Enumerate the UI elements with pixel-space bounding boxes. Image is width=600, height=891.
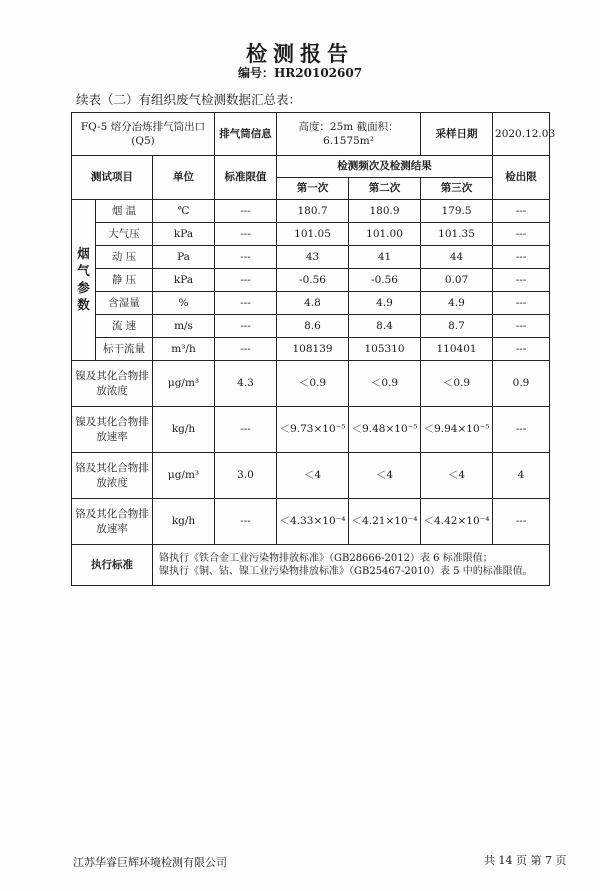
param-third: 179.5	[421, 200, 493, 223]
pollutant-name: 铬及其化合物排放速率	[72, 499, 153, 545]
param-name: 大气压	[96, 223, 153, 246]
col-header-first: 第一次	[277, 178, 349, 200]
report-number-label: 编号：	[237, 66, 274, 80]
stack-info-label: 排气筒信息	[215, 113, 277, 156]
param-unit: kPa	[153, 223, 215, 246]
pollutant-first: ＜9.73×10⁻⁵	[277, 407, 349, 453]
param-detection-limit: ---	[493, 200, 550, 223]
table-row	[72, 246, 550, 269]
col-header-results: 检测频次及检测结果	[277, 156, 493, 178]
pollutant-unit: μg/m³	[153, 361, 215, 407]
stack-info: 高度：25m 截面积：6.1575m²	[277, 113, 421, 156]
table-row	[72, 499, 550, 545]
pollutant-unit: kg/h	[153, 499, 215, 545]
param-third: 101.35	[421, 223, 493, 246]
param-detection-limit: ---	[493, 338, 550, 361]
pollutant-third: ＜9.94×10⁻⁵	[421, 407, 493, 453]
param-third: 4.9	[421, 292, 493, 315]
param-limit: ---	[215, 338, 277, 361]
param-second: 101.00	[349, 223, 421, 246]
report-number-value: HR20102607	[273, 66, 363, 80]
param-name: 烟 温	[96, 200, 153, 223]
report-title: 检测报告	[246, 41, 354, 66]
table-row	[72, 223, 550, 246]
param-limit: ---	[215, 292, 277, 315]
param-first: -0.56	[277, 269, 349, 292]
param-second: 4.9	[349, 292, 421, 315]
table-row	[72, 545, 550, 586]
param-limit: ---	[215, 200, 277, 223]
pollutant-second: ＜0.9	[349, 361, 421, 407]
flue-group-label	[72, 200, 96, 361]
pollutant-limit: 4.3	[215, 361, 277, 407]
param-first: 180.7	[277, 200, 349, 223]
flue-group-label-text: 烟气参数	[77, 246, 90, 312]
pollutant-first: ＜0.9	[277, 361, 349, 407]
pollutant-third: ＜0.9	[421, 361, 493, 407]
param-third: 44	[421, 246, 493, 269]
table-row	[72, 315, 550, 338]
col-header-unit: 单位	[153, 156, 215, 200]
pollutant-third: ＜4	[421, 453, 493, 499]
pollutant-detection-limit: ---	[493, 407, 550, 453]
pollutant-unit: kg/h	[153, 407, 215, 453]
table-row	[72, 338, 550, 361]
param-detection-limit: ---	[493, 223, 550, 246]
param-first: 8.6	[277, 315, 349, 338]
param-unit: %	[153, 292, 215, 315]
pollutant-name: 镍及其化合物排放速率	[72, 407, 153, 453]
param-second: 8.4	[349, 315, 421, 338]
param-third: 8.7	[421, 315, 493, 338]
param-second: -0.56	[349, 269, 421, 292]
param-name: 动 压	[96, 246, 153, 269]
standard-text	[153, 545, 550, 586]
param-unit: kPa	[153, 269, 215, 292]
pollutant-detection-limit: 0.9	[493, 361, 550, 407]
param-second: 41	[349, 246, 421, 269]
col-header-detection-limit: 检出限	[493, 156, 550, 200]
param-limit: ---	[215, 246, 277, 269]
col-header-item: 测试项目	[72, 156, 153, 200]
param-first: 108139	[277, 338, 349, 361]
param-unit: ℃	[153, 200, 215, 223]
sampling-date-label: 采样日期	[421, 113, 493, 156]
standard-line-nickel: 镍执行《铜、钴、镍工业污染物排放标准》（GB25467-2010）表 5 中的标准限值。	[159, 566, 533, 577]
param-first: 43	[277, 246, 349, 269]
table-subtitle: 续表（二）有组织废气检测数据汇总表：	[76, 92, 302, 107]
pollutant-third: ＜4.42×10⁻⁴	[421, 499, 493, 545]
param-name: 流 速	[96, 315, 153, 338]
param-third: 110401	[421, 338, 493, 361]
company-name: 江苏华睿巨辉环境检测有限公司	[73, 856, 227, 869]
standard-label: 执行标准	[72, 545, 153, 586]
report-number	[0, 64, 600, 81]
pollutant-unit: μg/m³	[153, 453, 215, 499]
emission-data-table	[71, 112, 556, 586]
param-name: 含湿量	[96, 292, 153, 315]
param-limit: ---	[215, 315, 277, 338]
pollutant-first: ＜4	[277, 453, 349, 499]
pollutant-detection-limit: 4	[493, 453, 550, 499]
pollutant-second: ＜4.21×10⁻⁴	[349, 499, 421, 545]
outlet-name: FQ-5 熔分冶炼排气筒出口(Q5)	[72, 113, 215, 156]
sampling-date: 2020.12.03	[493, 113, 550, 156]
param-detection-limit: ---	[493, 292, 550, 315]
pollutant-limit: ---	[215, 499, 277, 545]
param-first: 4.8	[277, 292, 349, 315]
table-row	[72, 361, 550, 407]
param-unit: m/s	[153, 315, 215, 338]
param-unit: Pa	[153, 246, 215, 269]
pollutant-second: ＜9.48×10⁻⁵	[349, 407, 421, 453]
pollutant-name: 镍及其化合物排放浓度	[72, 361, 153, 407]
param-name: 静 压	[96, 269, 153, 292]
col-header-second: 第二次	[349, 178, 421, 200]
col-header-third: 第三次	[421, 178, 493, 200]
table-row	[72, 292, 550, 315]
pollutant-name: 铬及其化合物排放浓度	[72, 453, 153, 499]
param-limit: ---	[215, 269, 277, 292]
pollutant-second: ＜4	[349, 453, 421, 499]
param-second: 180.9	[349, 200, 421, 223]
table-row	[72, 453, 550, 499]
pollutant-limit: ---	[215, 407, 277, 453]
param-first: 101.05	[277, 223, 349, 246]
pollutant-limit: 3.0	[215, 453, 277, 499]
param-detection-limit: ---	[493, 315, 550, 338]
param-detection-limit: ---	[493, 269, 550, 292]
param-second: 105310	[349, 338, 421, 361]
param-limit: ---	[215, 223, 277, 246]
param-third: 0.07	[421, 269, 493, 292]
table-row	[72, 407, 550, 453]
table-row	[72, 269, 550, 292]
table-row	[72, 200, 550, 223]
standard-line-chromium: 铬执行《铁合金工业污染物排放标准》（GB28666-2012）表 6 标准限值；	[159, 552, 493, 564]
param-name: 标干流量	[96, 338, 153, 361]
page-indicator: 共 14 页 第 7 页	[484, 854, 567, 867]
pollutant-first: ＜4.33×10⁻⁴	[277, 499, 349, 545]
pollutant-detection-limit: ---	[493, 499, 550, 545]
param-detection-limit: ---	[493, 246, 550, 269]
param-unit: m³/h	[153, 338, 215, 361]
col-header-limit: 标准限值	[215, 156, 277, 200]
